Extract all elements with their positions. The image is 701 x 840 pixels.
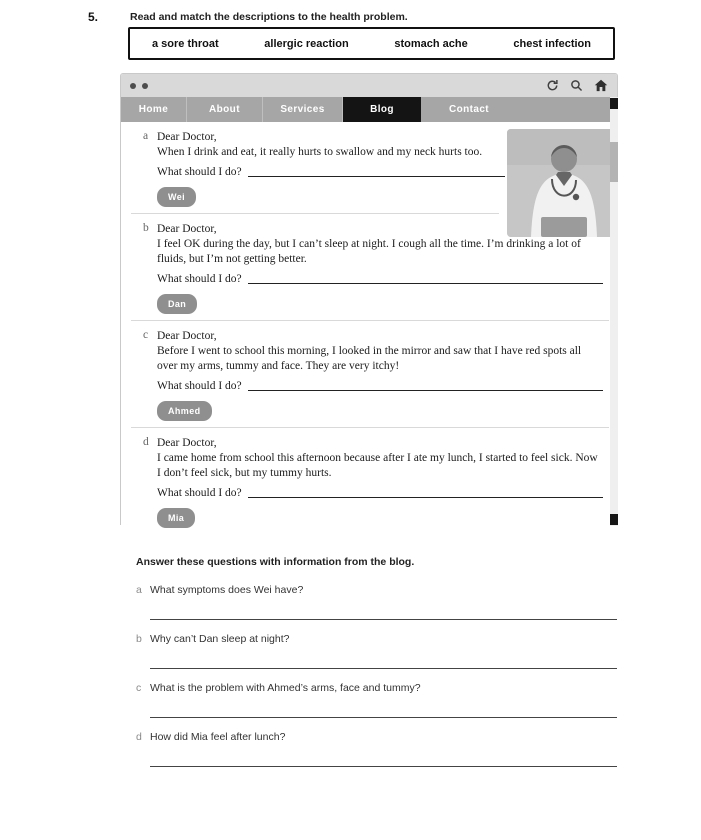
option-sore-throat: a sore throat [152,37,219,50]
question-letter: b [136,633,142,645]
option-stomach-ache: stomach ache [394,37,468,50]
entry-salutation: Dear Doctor, [157,330,217,342]
answer-line[interactable] [248,390,603,391]
name-badge: Mia [157,508,195,528]
name-badge: Dan [157,294,197,314]
browser-nav-bar [121,97,617,122]
option-allergic-reaction: allergic reaction [264,37,349,50]
window-control-dots[interactable] [130,83,148,89]
entry-salutation: Dear Doctor, [157,131,217,143]
nav-bar-filler [517,97,617,122]
entry-question: What should I do? [157,166,242,178]
window-dot[interactable] [142,83,148,89]
question-text: What symptoms does Wei have? [150,584,304,596]
entry-body: Before I went to school this morning, I looked in the mirror and saw that I have red spots all over my arms, tummy and face. They are very itchy! [157,345,582,372]
tab-contact[interactable]: Contact [448,104,490,115]
entry-question: What should I do? [157,380,242,392]
entry-letter: b [143,222,149,234]
browser-window [120,73,618,525]
option-chest-infection: chest infection [513,37,591,50]
doctor-photo [507,129,617,237]
tab-home[interactable]: Home [121,97,187,122]
window-dot[interactable] [130,83,136,89]
answer-line[interactable] [150,694,617,718]
entry-letter: a [143,130,149,142]
question-block [136,682,617,718]
question-text: What is the problem with Ahmed’s arms, face and tummy? [150,682,421,694]
questions-instruction: Answer these questions with information from the blog. [136,556,415,568]
question-block [136,633,617,669]
blog-content [121,122,617,526]
answer-line[interactable] [248,283,603,284]
entry-body: When I drink and eat, it really hurts to swallow and my neck hurts too. [157,146,483,158]
options-box [128,27,615,60]
question-block [136,584,617,620]
tab-blog[interactable]: Blog [343,97,421,122]
blog-entry [121,428,617,534]
refresh-icon[interactable] [546,79,559,92]
entry-question: What should I do? [157,273,242,285]
answer-line[interactable] [248,176,505,177]
answer-line[interactable] [150,645,617,669]
browser-title-bar [121,74,617,97]
home-icon[interactable] [594,79,608,92]
entry-question: What should I do? [157,487,242,499]
question-letter: c [136,682,142,694]
entry-salutation: Dear Doctor, [157,437,217,449]
scrollbar[interactable] [610,97,618,526]
entry-letter: d [143,436,149,448]
name-badge: Wei [157,187,196,207]
tab-services[interactable]: Services [263,97,343,122]
entry-body: I feel OK during the day, but I can’t sleep at night. I cough all the time. I’m drinking a lot of fluids, but I’m not getting better. [157,238,581,265]
answer-line[interactable] [150,596,617,620]
exercise-number: 5. [88,10,99,24]
tab-about[interactable]: About [187,97,263,122]
entry-salutation: Dear Doctor, [157,223,217,235]
name-badge: Ahmed [157,401,212,421]
question-letter: a [136,584,142,596]
question-block [136,731,617,767]
scroll-up-button[interactable] [610,98,618,109]
scrollbar-thumb[interactable] [610,142,618,182]
answer-line[interactable] [150,743,617,767]
entry-body: I came home from school this afternoon because after I ate my lunch, I started to feel sick. Now I don’t feel sick, but my tummy hurts. [157,452,598,479]
questions-section [136,556,617,780]
question-text: How did Mia feel after lunch? [150,731,286,743]
question-text: Why can’t Dan sleep at night? [150,633,290,645]
answer-line[interactable] [248,497,603,498]
entry-letter: c [143,329,149,341]
blog-entry [121,321,617,427]
scroll-down-button[interactable] [610,514,618,525]
question-letter: d [136,731,142,743]
search-icon[interactable] [570,79,583,92]
exercise-instruction: Read and match the descriptions to the health problem. [130,11,408,23]
